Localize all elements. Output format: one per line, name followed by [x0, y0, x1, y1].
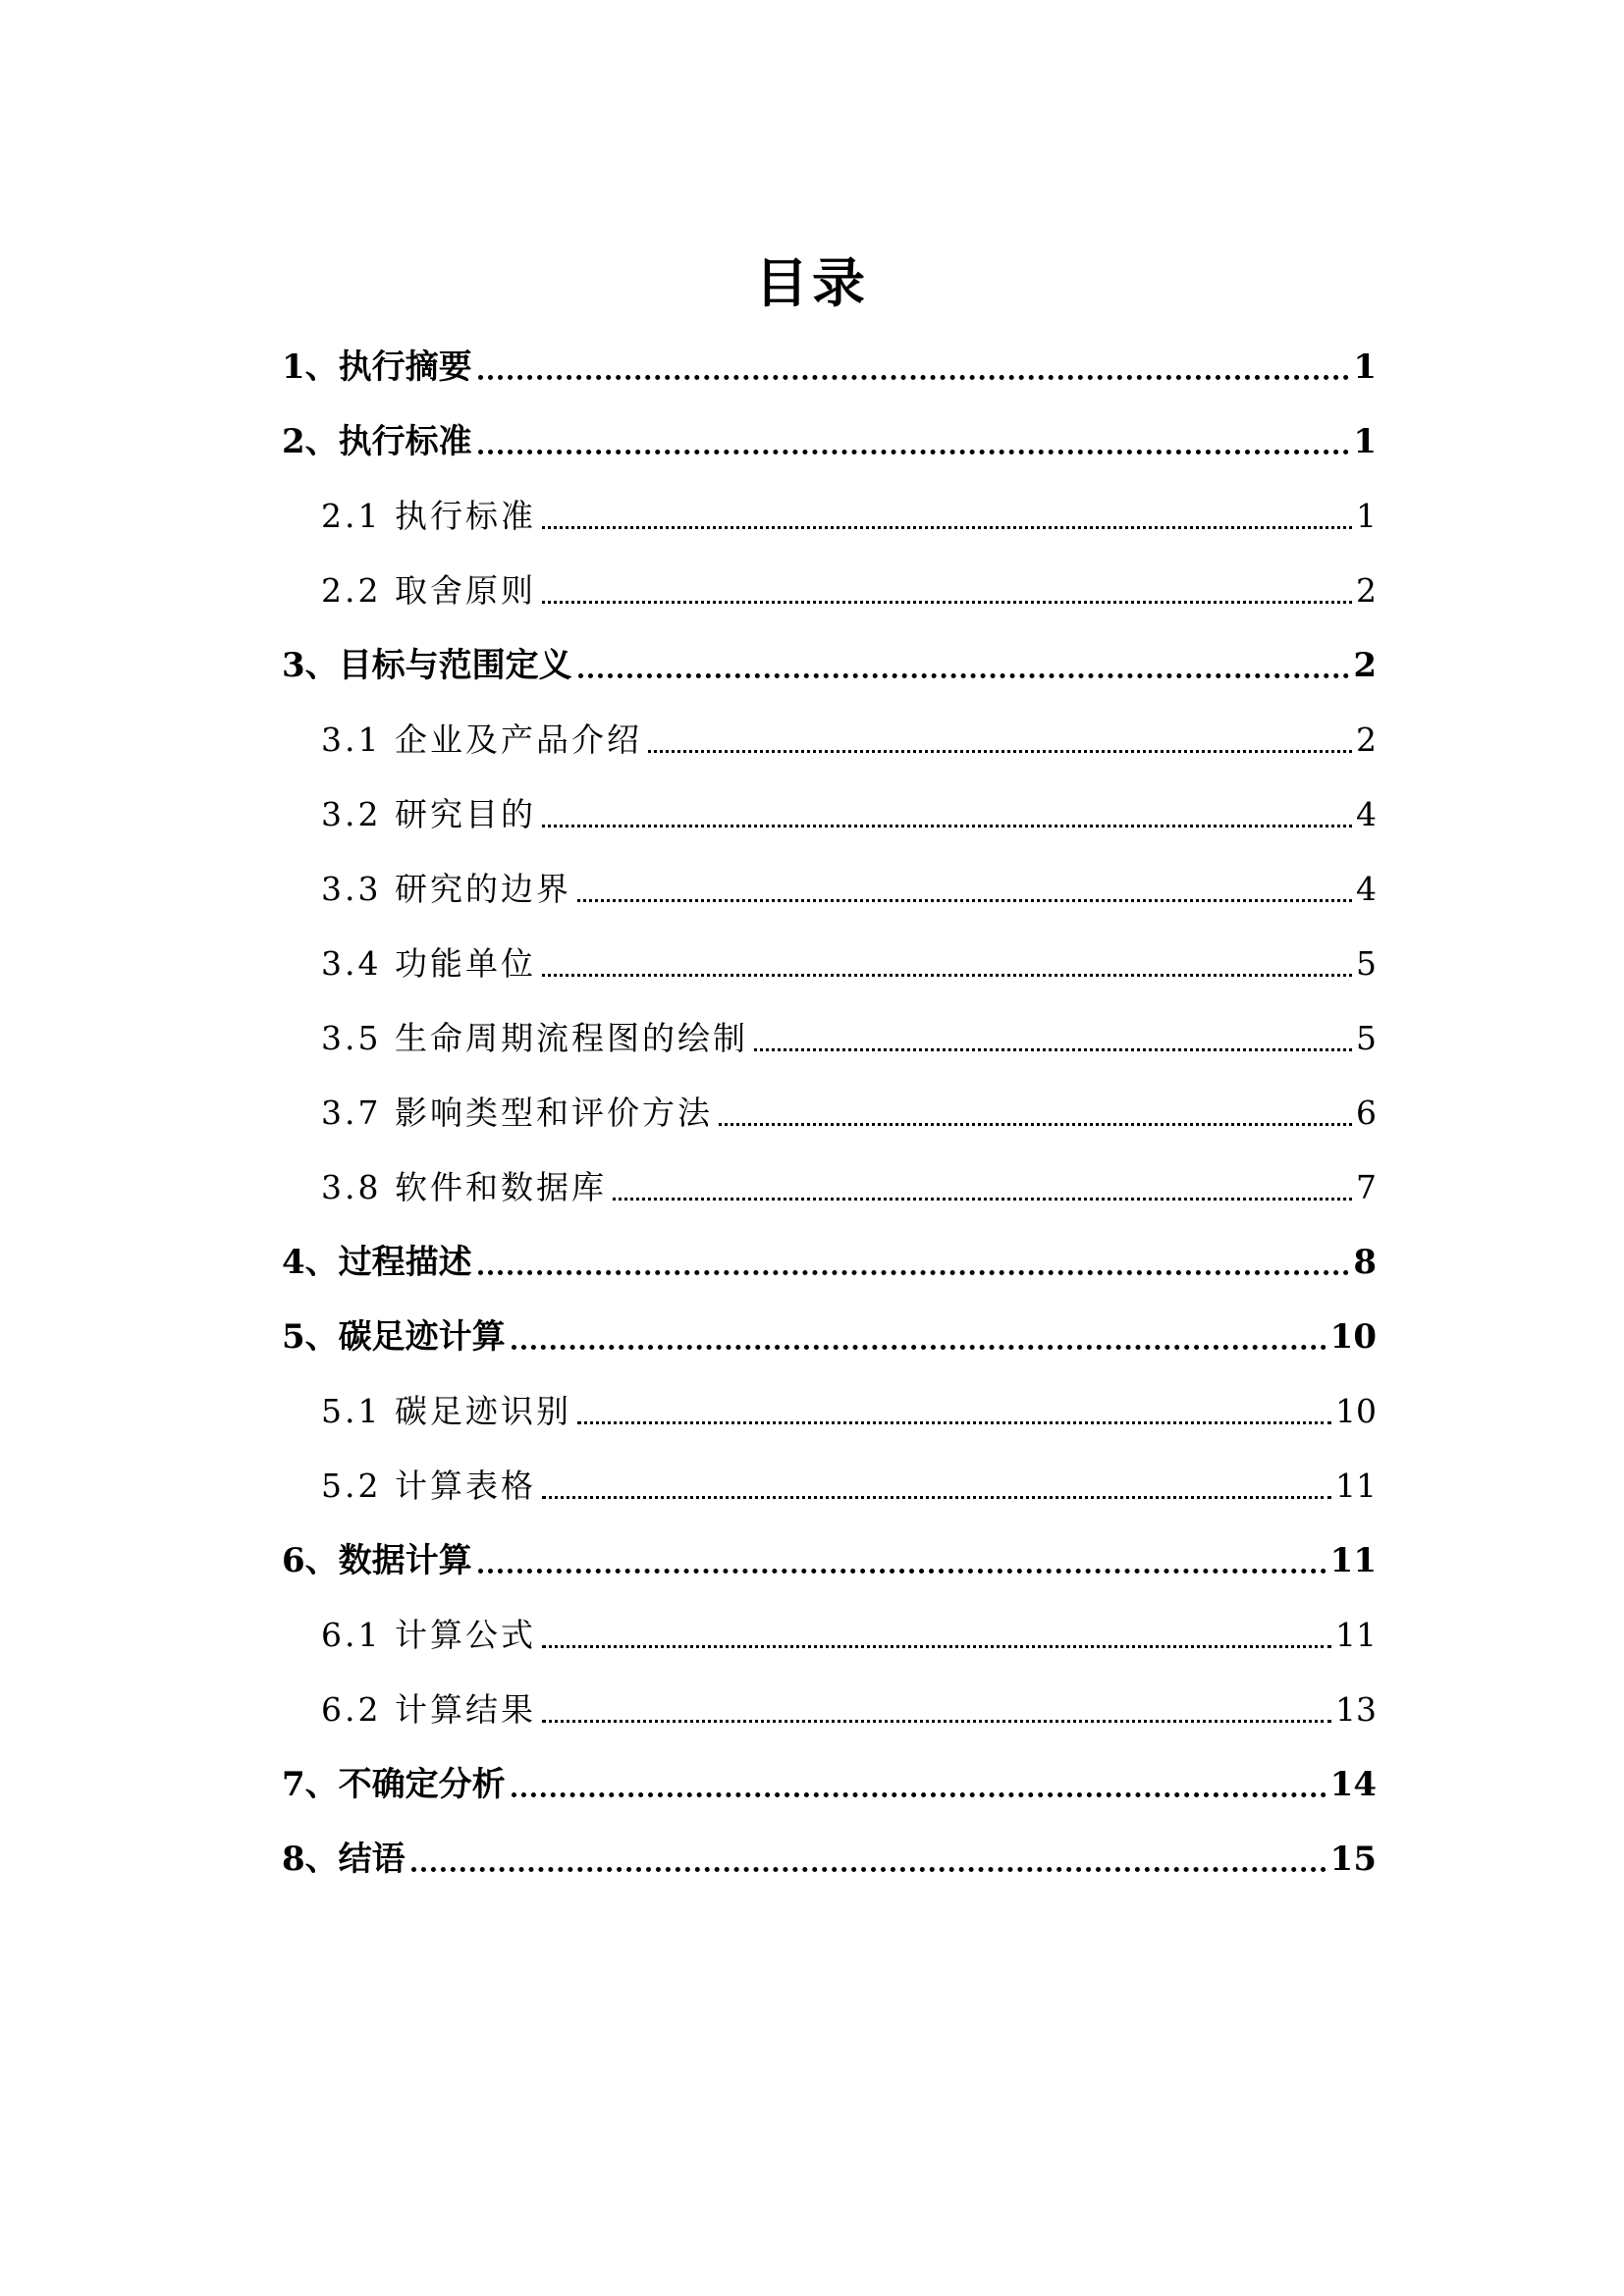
toc-page-number: 7: [1356, 1168, 1377, 1206]
toc-page-number: 4: [1356, 870, 1377, 908]
dot-leader: [512, 1345, 1326, 1350]
toc-page-number: 1: [1353, 422, 1377, 461]
toc-entry-title: 5.1 碳足迹识别: [321, 1392, 571, 1430]
toc-entry-title: 3、目标与范围定义: [282, 646, 572, 685]
toc-page-number: 2: [1356, 571, 1377, 610]
toc-page-number: 15: [1329, 1840, 1377, 1879]
toc-page-number: 8: [1353, 1243, 1377, 1282]
toc-chapter-entry[interactable]: [282, 622, 1377, 697]
dot-leader: [512, 1792, 1326, 1797]
toc-chapter-entry[interactable]: [282, 1816, 1377, 1891]
dot-leader: [542, 825, 1352, 828]
toc-page-number: 5: [1356, 1019, 1377, 1057]
dot-leader: [478, 1569, 1326, 1574]
toc-entry-title: 3.5 生命周期流程图的绘制: [321, 1019, 748, 1057]
toc-section-entry[interactable]: [282, 846, 1377, 921]
dot-leader: [478, 375, 1350, 380]
toc-entry-title: 3.4 功能单位: [321, 944, 536, 983]
dot-leader: [542, 974, 1352, 977]
dot-leader: [542, 526, 1352, 529]
dot-leader: [542, 1496, 1331, 1499]
dot-leader: [542, 1645, 1331, 1648]
toc-section-entry[interactable]: [282, 995, 1377, 1070]
toc-page-number: 2: [1356, 721, 1377, 759]
toc-page-number: 13: [1335, 1690, 1377, 1729]
toc-chapter-entry[interactable]: [282, 324, 1377, 399]
toc-section-entry[interactable]: [282, 1070, 1377, 1145]
page-title: 目录: [755, 251, 869, 314]
toc-section-entry[interactable]: [282, 548, 1377, 622]
toc-entry-title: 3.2 研究目的: [321, 795, 536, 833]
dot-leader: [478, 450, 1350, 454]
dot-leader: [719, 1123, 1352, 1126]
toc-section-entry[interactable]: [282, 473, 1377, 548]
toc-page-number: 11: [1335, 1467, 1377, 1505]
toc-entry-title: 2、执行标准: [282, 422, 472, 461]
dot-leader: [648, 750, 1352, 753]
toc-chapter-entry[interactable]: [282, 1518, 1377, 1592]
toc-entry-title: 3.7 影响类型和评价方法: [321, 1094, 713, 1132]
toc-page-number: 11: [1329, 1541, 1377, 1580]
dot-leader: [613, 1198, 1352, 1201]
toc-entry-title: 2.1 执行标准: [321, 497, 536, 535]
toc-page-number: 10: [1329, 1317, 1377, 1357]
toc-page-number: 6: [1356, 1094, 1377, 1132]
dot-leader: [411, 1867, 1326, 1872]
toc-chapter-entry[interactable]: [282, 1219, 1377, 1294]
toc-entry-title: 6.1 计算公式: [321, 1616, 536, 1654]
toc-chapter-entry[interactable]: [282, 1294, 1377, 1368]
dot-leader: [577, 899, 1352, 902]
toc-entry-title: 1、执行摘要: [282, 347, 472, 387]
toc-page-number: 1: [1356, 497, 1377, 535]
toc-entry-title: 7、不确定分析: [282, 1765, 506, 1804]
toc-entry-title: 3.8 软件和数据库: [321, 1168, 607, 1206]
dot-leader: [754, 1048, 1352, 1051]
toc-page-number: 11: [1335, 1616, 1377, 1654]
toc-page-number: 4: [1356, 795, 1377, 833]
toc-entry-title: 6.2 计算结果: [321, 1690, 536, 1729]
toc-page-number: 1: [1353, 347, 1377, 387]
dot-leader: [577, 1421, 1331, 1424]
toc-page-number: 10: [1335, 1392, 1377, 1430]
toc-page-number: 14: [1329, 1765, 1377, 1804]
toc-entry-title: 2.2 取舍原则: [321, 571, 536, 610]
toc-entry-title: 3.1 企业及产品介绍: [321, 721, 642, 759]
toc-section-entry[interactable]: [282, 1443, 1377, 1518]
toc-entry-title: 3.3 研究的边界: [321, 870, 571, 908]
toc-entry-title: 4、过程描述: [282, 1243, 472, 1282]
toc-section-entry[interactable]: [282, 772, 1377, 846]
toc-page-number: 5: [1356, 944, 1377, 983]
toc-entry-title: 5、碳足迹计算: [282, 1317, 506, 1357]
toc-entry-title: 6、数据计算: [282, 1541, 472, 1580]
toc-section-entry[interactable]: [282, 1667, 1377, 1741]
dot-leader: [578, 673, 1350, 678]
dot-leader: [478, 1270, 1350, 1275]
toc-entry-title: 8、结语: [282, 1840, 406, 1879]
toc-page-number: 2: [1353, 646, 1377, 685]
dot-leader: [542, 1720, 1331, 1723]
dot-leader: [542, 601, 1352, 604]
toc-chapter-entry[interactable]: [282, 399, 1377, 473]
toc-section-entry[interactable]: [282, 1368, 1377, 1443]
toc-section-entry[interactable]: [282, 1145, 1377, 1219]
toc-chapter-entry[interactable]: [282, 1741, 1377, 1816]
toc-section-entry[interactable]: [282, 1592, 1377, 1667]
toc-entry-title: 5.2 计算表格: [321, 1467, 536, 1505]
toc-section-entry[interactable]: [282, 697, 1377, 772]
toc-section-entry[interactable]: [282, 921, 1377, 995]
table-of-contents: [282, 324, 1377, 1891]
